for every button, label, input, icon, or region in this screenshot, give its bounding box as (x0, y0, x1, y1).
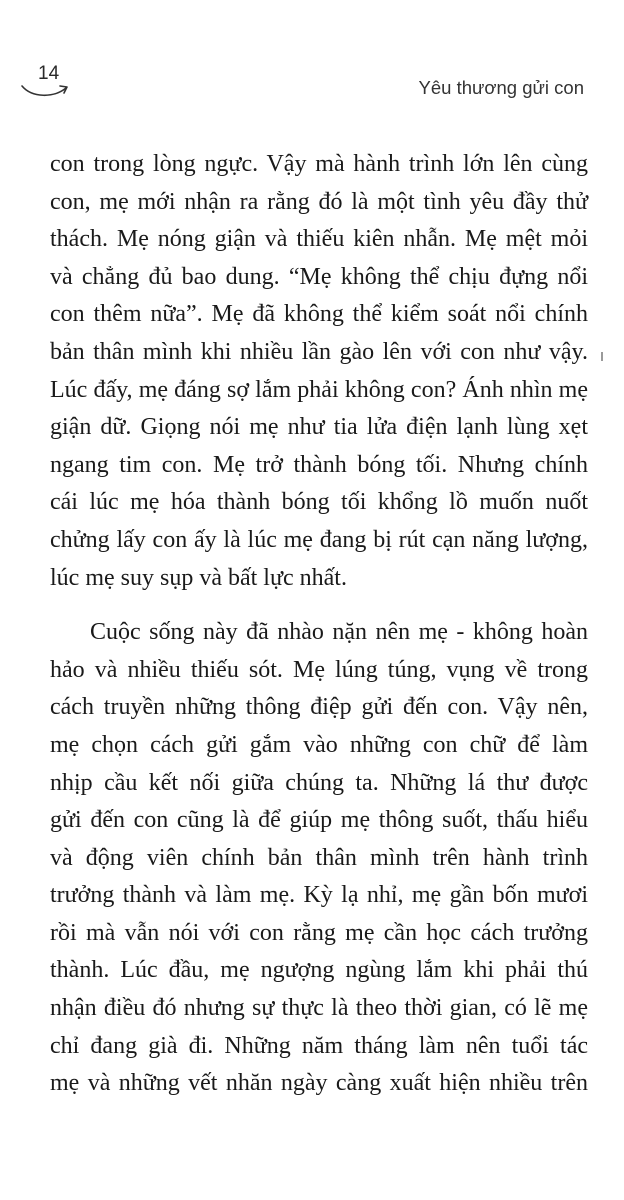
text-line: con trong lòng ngực. Vậy mà hành trình lớn lên cùng (50, 151, 588, 177)
text-line: giận dữ. Giọng nói mẹ như tia lửa điện lạnh lùng xẹt (50, 414, 588, 441)
text-line: ngang tim con. Mẹ trở thành bóng tối. Nhưng chính (50, 451, 588, 478)
text-line: thành. Lúc đầu, mẹ ngượng ngùng lắm khi phải thú (50, 957, 588, 984)
text-line: nhịp cầu kết nối giữa chúng ta. Những lá thư được (50, 769, 588, 796)
text-line: trưởng thành và làm mẹ. Kỳ lạ nhỉ, mẹ gần bốn mươi (50, 882, 588, 909)
text-line: bản thân mình khi nhiều lần gào lên với con như vậy. (50, 338, 588, 365)
text-line: và động viên chính bản thân mình trên hành trình (50, 844, 588, 871)
text-line: cái lúc mẹ hóa thành bóng tối khổng lồ muốn nuốt (50, 489, 588, 516)
text-line: lúc mẹ suy sụp và bất lực nhất. (50, 564, 347, 591)
paragraph-2 (50, 614, 588, 1103)
text-line: rồi mà vẫn nói với con rằng mẹ cần học cách trưởng (50, 919, 588, 946)
running-title: Yêu thương gửi con (418, 77, 584, 98)
swoosh-arrow-icon (20, 78, 72, 100)
text-line: Cuộc sống này đã nhào nặn nên mẹ - không hoàn (90, 619, 588, 646)
paragraph-1 (50, 146, 588, 597)
text-line: chửng lấy con ấy là lúc mẹ đang bị rút cạn năng lượng, (50, 526, 588, 553)
text-line: cách truyền những thông điệp gửi đến con. Vậy nên, (50, 694, 588, 721)
print-speck (601, 352, 603, 361)
page-number: 14 (38, 63, 60, 84)
text-line: nhận điều đó nhưng sự thực là theo thời gian, có lẽ mẹ (50, 995, 588, 1022)
body-text (50, 146, 588, 1103)
text-line: mẹ chọn cách gửi gắm vào những con chữ để làm (50, 731, 588, 758)
text-line: mẹ và những vết nhăn ngày càng xuất hiện nhiều trên (50, 1070, 588, 1097)
text-line: và chẳng đủ bao dung. “Mẹ không thể chịu đựng nổi (50, 263, 588, 290)
paragraph-spacer (50, 597, 588, 614)
text-line: con thêm nữa”. Mẹ đã không thể kiểm soát nổi chính (50, 301, 588, 328)
text-line: con, mẹ mới nhận ra rằng đó là một tình yêu đầy thử (50, 188, 588, 215)
text-line: hảo và nhiều thiếu sót. Mẹ lúng túng, vụng về trong (50, 656, 588, 683)
text-line: thách. Mẹ nóng giận và thiếu kiên nhẫn. Mẹ mệt mỏi (50, 226, 588, 253)
text-line: chỉ đang già đi. Những năm tháng làm nên tuổi tác (50, 1032, 588, 1059)
text-line: gửi đến con cũng là để giúp mẹ thông suốt, thấu hiểu (50, 807, 588, 834)
text-line: Lúc đấy, mẹ đáng sợ lắm phải không con? Ánh nhìn mẹ (50, 376, 588, 403)
